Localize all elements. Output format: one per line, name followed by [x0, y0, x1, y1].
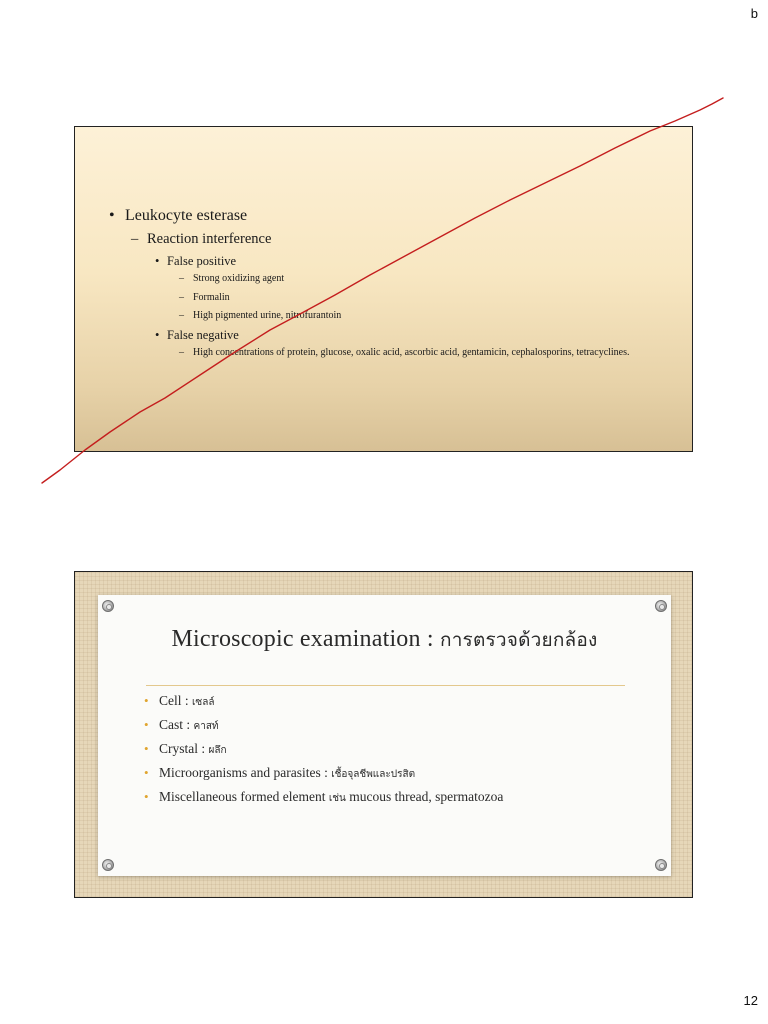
- heading-bullet: [109, 207, 672, 225]
- item-english: Miscellaneous formed element: [159, 789, 329, 804]
- list-item: [144, 789, 641, 806]
- item-thai: เช่น: [328, 793, 346, 804]
- item-english: Cell :: [159, 693, 192, 708]
- item-text: Strong oxidizing agent: [193, 273, 285, 284]
- bullet-dot-icon: •: [144, 693, 149, 708]
- group-label: False positive: [167, 254, 237, 268]
- dash-icon: –: [131, 231, 139, 247]
- slide1-heading: Leukocyte esterase: [125, 207, 248, 224]
- slide2-title: [98, 625, 671, 655]
- list-item: [144, 717, 641, 734]
- pin-icon: [102, 859, 114, 871]
- item-english: Cast :: [159, 717, 194, 732]
- slide1-content: [109, 207, 672, 364]
- item-tail: mucous thread, spermatozoa: [345, 789, 504, 804]
- bullet-dot-icon: •: [144, 789, 149, 804]
- group-false-negative: [155, 328, 672, 343]
- title-divider: [146, 685, 625, 686]
- list-item: [144, 693, 641, 710]
- slide-leukocyte-esterase: [74, 126, 693, 452]
- exam-list: [144, 693, 641, 813]
- item-text: Formalin: [193, 291, 230, 303]
- page-number: 12: [743, 993, 758, 1008]
- corner-label: b: [750, 6, 758, 21]
- list-item: [179, 346, 672, 361]
- item-text: High pigmented urine, nitrofurantoin: [193, 310, 342, 321]
- item-english: Crystal :: [159, 741, 209, 756]
- dash-icon: –: [179, 273, 184, 284]
- pin-icon: [655, 600, 667, 612]
- list-item: [144, 765, 641, 782]
- list-item: [144, 741, 641, 758]
- item-text: High concentrations of protein, glucose, oxalic acid, ascorbic acid, gentamicin, cephalosporins, tetracyclines.: [193, 346, 630, 358]
- item-thai: ผลึก: [208, 745, 227, 756]
- item-thai: เชื้อจุลชีพและปรสิต: [331, 769, 416, 780]
- paper-card: [98, 595, 671, 876]
- list-item: [179, 309, 672, 324]
- bullet-dot-icon: •: [155, 254, 160, 268]
- bullet-dot-icon: •: [155, 327, 160, 342]
- bullet-dot-icon: •: [144, 765, 149, 780]
- title-english: Microscopic examination :: [171, 626, 440, 652]
- bullet-dot-icon: •: [144, 741, 149, 756]
- list-item: [179, 272, 672, 287]
- slide-microscopic-examination: [74, 571, 693, 898]
- dash-icon: –: [179, 291, 184, 303]
- dash-icon: –: [179, 346, 184, 358]
- group-label: False negative: [167, 327, 239, 342]
- subheading-bullet: [131, 231, 672, 248]
- title-thai: การตรวจด้วยกล้อง: [439, 629, 598, 651]
- group-false-positive: [155, 254, 672, 269]
- list-item: [179, 291, 672, 306]
- dash-icon: –: [179, 310, 184, 321]
- slide1-subheading: Reaction interference: [147, 231, 272, 247]
- bullet-dot-icon: •: [144, 717, 149, 732]
- item-english: Microorganisms and parasites :: [159, 765, 332, 780]
- pin-icon: [102, 600, 114, 612]
- pin-icon: [655, 859, 667, 871]
- item-thai: คาสท์: [193, 721, 219, 732]
- item-thai: เซลล์: [192, 697, 215, 708]
- bullet-dot-icon: •: [109, 207, 115, 224]
